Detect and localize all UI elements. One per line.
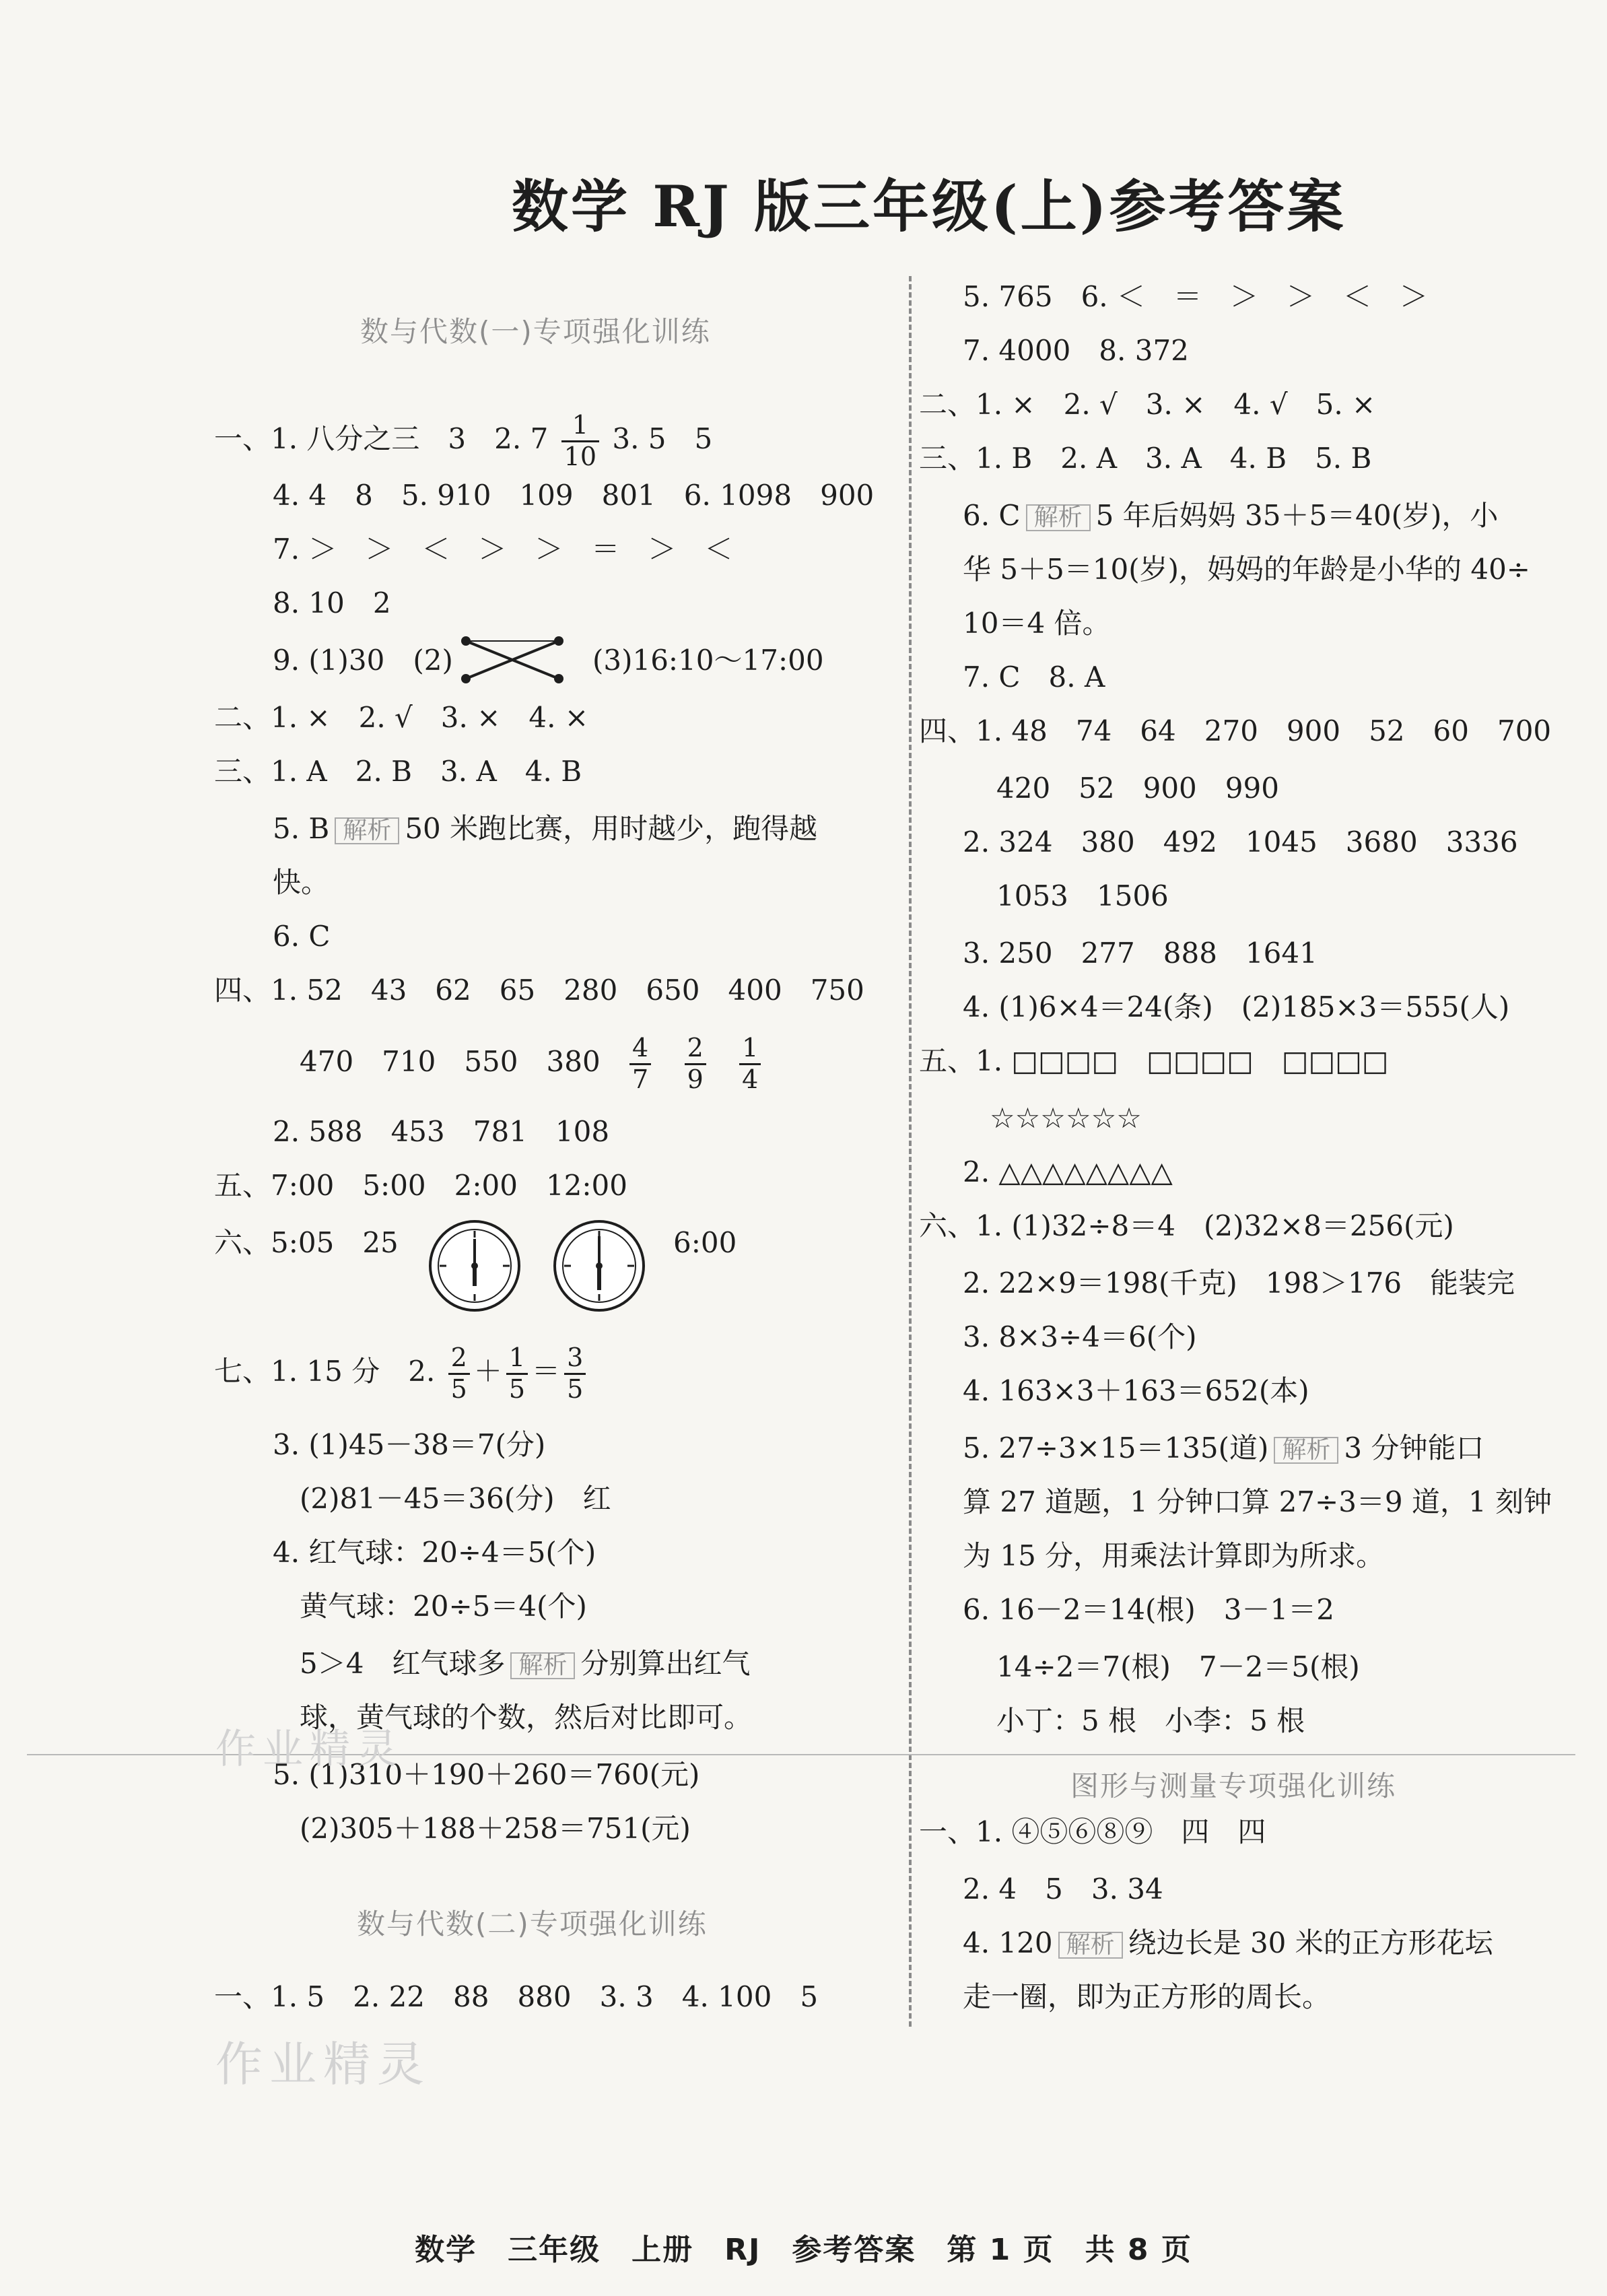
fraction: $\frac{1}{10}$ [561, 411, 599, 471]
answer-line: 9. (1)30 (2) [273, 644, 453, 677]
answer-line: 算 27 道题，1 分钟口算 27÷3＝9 道，1 刻钟 [963, 1485, 1552, 1518]
answer-line: 黄气球：20÷5＝4(个) [300, 1590, 587, 1623]
clock-icon [428, 1219, 522, 1313]
answer-line: 7. 4000 8. 372 [963, 334, 1189, 367]
answer-line: 4. 4 8 5. 910 109 801 6. 1098 900 [273, 479, 875, 512]
answer-line: 7. ＞ ＞ ＜ ＞ ＞ ＝ ＞ ＜ [273, 533, 733, 566]
answer-line: 四、1. 52 43 62 65 280 650 400 750 [214, 974, 864, 1007]
answer-line: (3)16:10～17:00 [592, 644, 824, 677]
watermark: 作业精灵 [215, 2037, 431, 2092]
answer-line: 走一圈，即为正方形的周长。 [963, 1980, 1331, 2013]
answer-line: 二、1. × 2. √ 3. × 4. √ 5. × [919, 388, 1376, 421]
fraction: $\frac{2}{5}$ [448, 1343, 470, 1404]
answer-line: 快。 [273, 866, 330, 899]
fraction: $\frac{1}{5}$ [506, 1343, 528, 1404]
fraction: $\frac{4}{7}$ [629, 1034, 651, 1094]
answer-line: 4. 163×3＋163＝652(本) [963, 1374, 1309, 1407]
fraction: $\frac{1}{4}$ [739, 1034, 761, 1094]
answer-line: 5. B 解析 50 米跑比赛，用时越少，跑得越 [273, 812, 818, 845]
answer-line: 五、7:00 5:00 2:00 12:00 [214, 1169, 627, 1202]
answer-line: 三、1. B 2. A 3. A 4. B 5. B [919, 442, 1372, 475]
answer-line: 14÷2＝7(根) 7－2＝5(根) [996, 1650, 1360, 1683]
section-heading-algebra-2: 数与代数(二)专项强化训练 [357, 1907, 708, 1940]
answer-line: 5＞4 红气球多 解析 分别算出红气 [300, 1647, 751, 1680]
answer-line: 420 52 900 990 [996, 772, 1279, 805]
fraction: $\frac{2}{9}$ [685, 1034, 706, 1094]
answer-line: 5. (1)310＋190＋260＝760(元) [273, 1758, 700, 1791]
answer-line: 六、1. (1)32÷8＝4 (2)32×8＝256(元) [919, 1209, 1454, 1242]
analysis-tag: 解析 [1026, 504, 1091, 531]
answer-line: 4. 120 解析 绕边长是 30 米的正方形花坛 [963, 1926, 1493, 1959]
answer-line: 6:00 [673, 1226, 737, 1259]
answer-line: 6. 16－2＝14(根) 3－1＝2 [963, 1593, 1334, 1626]
answer-line: 四、1. 48 74 64 270 900 52 60 700 [919, 714, 1552, 747]
clock-icon [552, 1219, 646, 1313]
answer-line: 4. (1)6×4＝24(条) (2)185×3＝555(人) [963, 990, 1510, 1023]
answer-line: 五、1. □□□□ □□□□ □□□□ [919, 1044, 1389, 1077]
answer-line: 小丁：5 根 小李：5 根 [996, 1704, 1305, 1737]
answer-line: 华 5＋5＝10(岁)，妈妈的年龄是小华的 40÷ [963, 553, 1530, 586]
section-heading-geometry: 图形与测量专项强化训练 [1070, 1769, 1397, 1802]
answer-line: 二、1. × 2. √ 3. × 4. × [214, 701, 589, 734]
answer-line: 4. 红气球：20÷4＝5(个) [273, 1536, 596, 1569]
analysis-tag: 解析 [1274, 1437, 1338, 1464]
answer-line: 2. 588 453 781 108 [273, 1115, 610, 1148]
section-heading-algebra-1: 数与代数(一)专项强化训练 [360, 315, 711, 348]
answer-line: 5. 765 6. ＜ ＝ ＞ ＞ ＜ ＞ [963, 280, 1429, 313]
answer-line: 2. 324 380 492 1045 3680 3336 [963, 825, 1518, 858]
answer-line: 六、5:05 25 [214, 1226, 399, 1259]
answer-line: ☆☆☆☆☆☆ [990, 1102, 1142, 1135]
matching-lines-diagram [458, 633, 569, 687]
answer-line: (2)81－45＝36(分) 红 [300, 1482, 611, 1515]
answer-line: 七、1. 15 分 2. $\frac{2}{5}$ ＋ $\frac{1}{5}$ ＝ $\frac{3}{5}$ [214, 1343, 590, 1404]
answer-line: 一、1. ④⑤⑥⑧⑨ 四 四 [919, 1815, 1266, 1848]
answer-line: 一、1. 八分之三 3 2. 7 $\frac{1}{10}$ 3. 5 5 [214, 410, 713, 471]
answer-line: 为 15 分，用乘法计算即为所求。 [963, 1539, 1385, 1572]
answer-line: (2)305＋188＋258＝751(元) [300, 1812, 691, 1845]
answer-line: 6. C 解析 5 年后妈妈 35＋5＝40(岁)，小 [963, 499, 1499, 532]
answer-line: 球，黄气球的个数，然后对比即可。 [300, 1701, 753, 1734]
answer-line: 10＝4 倍。 [963, 607, 1111, 640]
analysis-tag: 解析 [335, 817, 399, 844]
answer-line: 2. △△△△△△△△ [963, 1155, 1173, 1188]
answer-line: 2. 22×9＝198(千克) 198＞176 能装完 [963, 1267, 1515, 1299]
page-title: 数学 RJ 版三年级(上)参考答案 [512, 173, 1346, 240]
answer-line: 3. 8×3÷4＝6(个) [963, 1320, 1197, 1353]
answer-line: 三、1. A 2. B 3. A 4. B [214, 755, 582, 788]
answer-line: 3. 250 277 888 1641 [963, 937, 1318, 970]
answer-line: 8. 10 2 [273, 586, 391, 619]
answer-line: 2. 4 5 3. 34 [963, 1872, 1163, 1905]
watermark: 作业精灵 [215, 1726, 404, 1773]
answer-line: 一、1. 5 2. 22 88 880 3. 3 4. 100 5 [214, 1980, 819, 2013]
answer-line: 6. C [273, 920, 331, 953]
answer-line: 3. (1)45－38＝7(分) [273, 1428, 546, 1461]
analysis-tag: 解析 [510, 1652, 575, 1679]
analysis-tag: 解析 [1058, 1932, 1123, 1959]
page-footer: 数学 三年级 上册 RJ 参考答案 第 1 页 共 8 页 [415, 2233, 1192, 2267]
answer-line: 470 710 550 380 $\frac{4}{7}$ $\frac{2}{9}$ $\frac{1}{4}$ [300, 1034, 765, 1094]
answer-line: 1053 1506 [996, 879, 1169, 912]
answer-line: 5. 27÷3×15＝135(道) 解析 3 分钟能口 [963, 1431, 1484, 1464]
fraction: $\frac{3}{5}$ [564, 1343, 586, 1404]
answer-line: 7. C 8. A [963, 661, 1105, 694]
column-divider [909, 276, 914, 2027]
